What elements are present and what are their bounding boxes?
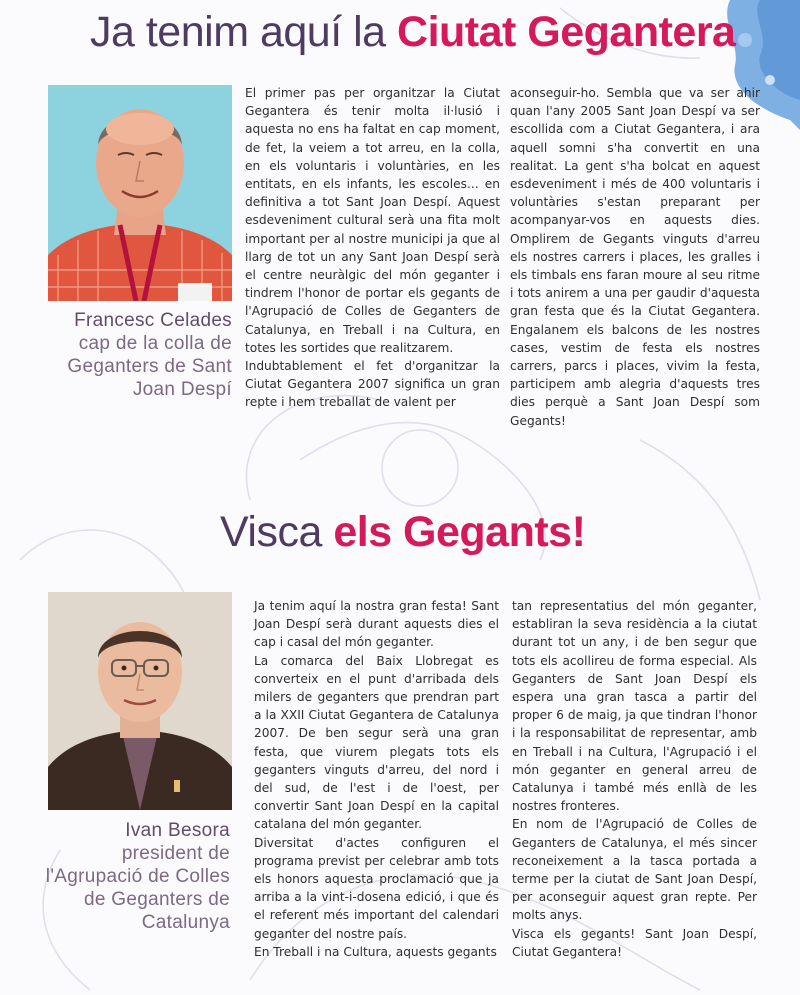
- title-plain-part: Ja tenim aquí la: [90, 8, 386, 56]
- paragraph: aconseguir-ho. Sembla que va ser ahir quan l'any 2005 Sant Joan Despí va ser escollida com a Ciutat Gegantera, i ara aquell somni s'ha convertit en una realitat. La gent s'ha bolcat en aquest esdeveniment i més de 400 voluntaris i voluntàries s'estan preparant per acompanyar-vos en aquests dies. Omplirem de Gegants vinguts d'arreu els nostres carrers i places, les gralles i els timbals ens faran moure al seu ritme i tots anirem a una per gaudir d'aquesta gran festa que és la Ciutat Gegantera. Engalanem els balcons de les nostres cases, vestim de festa els nostres carrers, parcs i places, vivim la festa, participem amb alegria d'aquests tres dies perquè a Sant Joan Despí som Gegants!: [510, 86, 760, 428]
- paragraph: En nom de l'Agrupació de Colles de Geganters de Catalunya, el més sincer reconeixement a la tasca portada a terme per la ciutat de Sant Joan Despí, per aconseguir aquest gran repte. Per molts anys.: [512, 817, 757, 923]
- paragraph: En Treball i na Cultura, aquests gegants: [254, 944, 497, 959]
- title-plain-part: Visca: [220, 508, 322, 556]
- section2-column-2: [512, 597, 757, 961]
- caption-ivan-besora: [40, 819, 230, 934]
- caption-role: president de l'Agrupació de Colles de Geganters de Catalunya: [45, 843, 230, 933]
- paragraph: tan representatius del món geganter, establiran la seva residència a la ciutat durant tot un any, i de ben segur que tots els acollireu de forma especial. Als Geganters de Sant Joan Despí els espera una gran tasca a partir del proper 6 de maig, ja que tindran l'honor i la responsabilitat de representar, amb en Treball i na Cultura, l'Agrupació i el món geganter en general arreu de Catalunya i també més enllà de les nostres fronteres.: [512, 599, 757, 814]
- caption-francesc-celades: [40, 309, 232, 401]
- section2-column-1: [254, 597, 499, 961]
- caption-name: Francesc Celades: [74, 310, 232, 331]
- paragraph: La comarca del Baix Llobregat es converteix en el punt d'arribada dels milers de geganters que prendran part a la XXII Ciutat Gegantera de Catalunya 2007. De ben segur serà una gran festa, que viurem plegats tots els geganters vinguts d'arreu, del nord i del sud, de l'est i de l'oest, per convertir Sant Joan Despí en la capital catalana del món geganter.: [254, 653, 499, 832]
- section1-column-1: [245, 84, 500, 412]
- title-accent-part: Ciutat Gegantera: [397, 8, 736, 56]
- caption-role: cap de la colla de Geganters de Sant Joan Despí: [67, 333, 232, 400]
- section-title-ciutat-gegantera: [90, 8, 735, 57]
- section1-column-2: [510, 84, 760, 430]
- section-title-visca-els-gegants: [220, 508, 585, 557]
- paragraph: El primer pas per organitzar la Ciutat Gegantera és tenir molta il·lusió i aquesta no ens ha faltat en cap moment, de fet, la veiem a tot arreu, en la colla, en els voluntaris i voluntàries, en les entitats, en els infants, les escoles... en definitiva a tot Sant Joan Despí. Aquest esdeveniment cultural serà una fita molt important per al nostre municipi ja que al llarg de tot un any Sant Joan Despí serà el centre neuràlgic del món geganter i tindrem l'honor de portar els gegants de l'Agrupació de Colles de Geganters de Catalunya, en Treball i na Cultura, en totes les sortides que realitzarem.: [245, 86, 500, 355]
- portrait-ivan-besora: [48, 592, 232, 810]
- caption-name: Ivan Besora: [125, 820, 230, 841]
- paragraph: Ja tenim aquí la nostra gran festa! Sant Joan Despí serà durant aquests dies el cap i casal del món geganter.: [254, 599, 499, 650]
- portrait-francesc-celades: [48, 85, 232, 301]
- paragraph: Diversitat d'actes configuren el programa previst per celebrar amb tots els honors aquesta proclamació que ja arriba a la vint-i-dosena edició, i que és el referent més important del calendari geganter del nostre país.: [254, 835, 499, 941]
- paragraph: Visca els gegants! Sant Joan Despí, Ciutat Gegantera!: [512, 926, 757, 959]
- paragraph: Indubtablement el fet d'organitzar la Ciutat Gegantera 2007 significa un gran repte i hem treballat de valent per: [245, 359, 500, 410]
- title-accent-part: els Gegants!: [333, 508, 586, 556]
